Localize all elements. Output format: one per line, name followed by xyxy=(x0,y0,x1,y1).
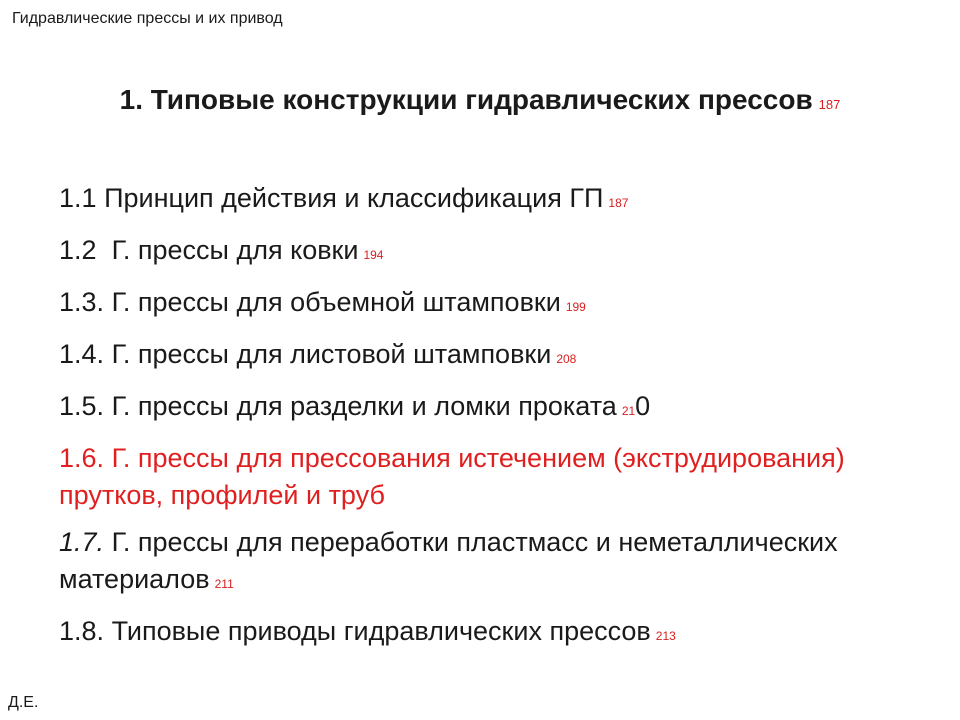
item-text: Г. прессы для переработки пластмасс и неметаллических материалов xyxy=(59,527,838,594)
contents-item-1-3 xyxy=(59,284,919,326)
item-page-ref: 208 xyxy=(556,352,577,366)
item-text: Г. прессы для разделки и ломки проката xyxy=(111,391,617,421)
contents-item-1-1 xyxy=(59,180,919,222)
item-number: 1.8. xyxy=(59,616,105,646)
item-text: Г. прессы для объемной штамповки xyxy=(111,287,561,317)
item-page-ref: 213 xyxy=(655,629,676,643)
contents-item-1-4 xyxy=(59,336,919,378)
title-page-ref: 187 xyxy=(818,97,841,112)
item-text: Г. прессы для листовой штамповки xyxy=(111,339,552,369)
item-number: 1.2 xyxy=(59,235,97,265)
item-page-ref: 187 xyxy=(608,196,629,210)
contents-list xyxy=(59,180,919,665)
item-number: 1.1 xyxy=(59,183,97,213)
slide-header: Гидравлические прессы и их привод xyxy=(12,10,283,27)
contents-item-1-6 xyxy=(59,440,919,514)
item-number: 1.5. xyxy=(59,391,105,421)
item-page-ref-suffix: 0 xyxy=(635,391,651,421)
slide-footer: Д.Е. xyxy=(8,694,39,711)
contents-item-1-2 xyxy=(59,232,919,274)
item-number: 1.6. xyxy=(59,443,105,473)
item-page-ref: 194 xyxy=(363,248,384,262)
slide-title xyxy=(0,84,960,116)
item-number: 1.4. xyxy=(59,339,105,369)
item-number: 1.7. xyxy=(59,527,105,557)
item-text: Типовые приводы гидравлических прессов xyxy=(111,616,651,646)
item-text: Г. прессы для прессования истечением (экструдирования) прутков, профилей и труб xyxy=(59,443,845,510)
item-page-ref: 21 xyxy=(621,404,636,418)
item-page-ref: 211 xyxy=(214,577,234,591)
item-number: 1.3. xyxy=(59,287,105,317)
contents-item-1-7 xyxy=(59,524,919,603)
slide-title-text: 1. Типовые конструкции гидравлических прессов xyxy=(119,84,813,115)
contents-item-1-5 xyxy=(59,388,919,430)
contents-item-1-8 xyxy=(59,613,919,655)
item-text: Принцип действия и классификация ГП xyxy=(104,183,604,213)
item-page-ref: 199 xyxy=(565,300,586,314)
item-text: Г. прессы для ковки xyxy=(111,235,359,265)
